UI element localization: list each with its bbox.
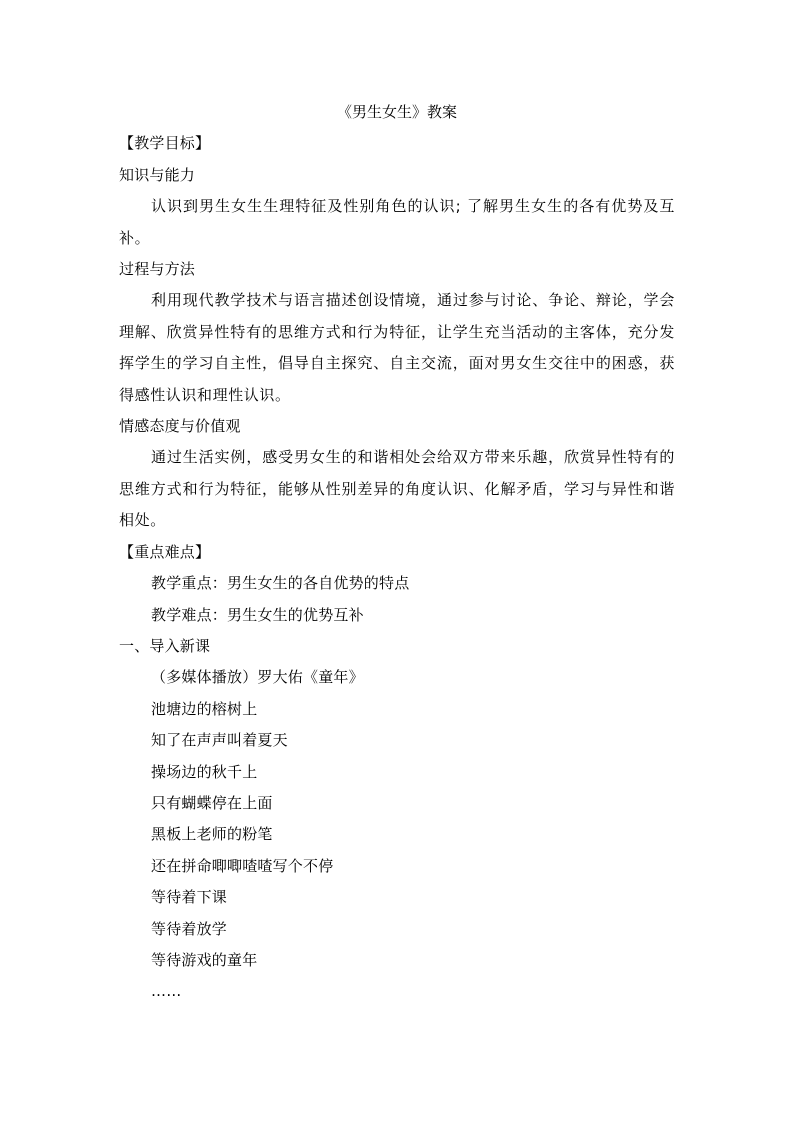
process-heading: 过程与方法 <box>119 260 196 279</box>
key-point: 教学重点：男生女生的各自优势的特点 <box>151 574 410 593</box>
lyric-line: 黑板上老师的粉笔 <box>151 825 273 844</box>
lyric-line: 只有蝴蝶停在上面 <box>151 793 273 812</box>
emotion-paragraph: 通过生活实例，感受男女生的和谐相处会给双方带来乐趣，欣赏异性特有的思维方式和行为特征，能够从性别差异的角度认识、化解矛盾，学习与异性和谐相处。 <box>119 448 675 530</box>
difficult-point: 教学难点：男生女生的优势互补 <box>151 605 364 624</box>
lyric-line: 等待游戏的童年 <box>151 950 258 969</box>
lyric-line: 等待着放学 <box>151 919 228 938</box>
key-difficult-heading: 【重点难点】 <box>119 542 211 561</box>
emotion-heading: 情感态度与价值观 <box>119 417 241 436</box>
lyric-line: 等待着下课 <box>151 888 228 907</box>
lyric-line: 还在拼命唧唧喳喳写个不停 <box>151 856 334 875</box>
lyric-line: 操场边的秋千上 <box>151 762 258 781</box>
knowledge-heading: 知识与能力 <box>119 165 196 184</box>
objectives-heading: 【教学目标】 <box>119 134 211 153</box>
document-title: 《男生女生》教案 <box>336 103 457 121</box>
document-content <box>119 97 675 1008</box>
process-paragraph: 利用现代教学技术与语言描述创设情境，通过参与讨论、争论、辩论，学会理解、欣赏异性特有的思维方式和行为特征，让学生充当活动的主客体，充分发挥学生的学习自主性，倡导自主探究、自主交流，面对男女生交往中的困惑，获得感性认识和理性认识。 <box>119 291 675 404</box>
lyric-line: 知了在声声叫着夏天 <box>151 731 288 750</box>
knowledge-paragraph: 认识到男生女生生理特征及性别角色的认识; 了解男生女生的各有优势及互补。 <box>119 197 675 247</box>
lyric-ellipsis: …… <box>151 982 182 1001</box>
lyric-line: 池塘边的榕树上 <box>151 699 258 718</box>
intro-heading: 一、导入新课 <box>119 636 211 655</box>
media-line: （多媒体播放）罗大佑《童年》 <box>151 668 364 687</box>
